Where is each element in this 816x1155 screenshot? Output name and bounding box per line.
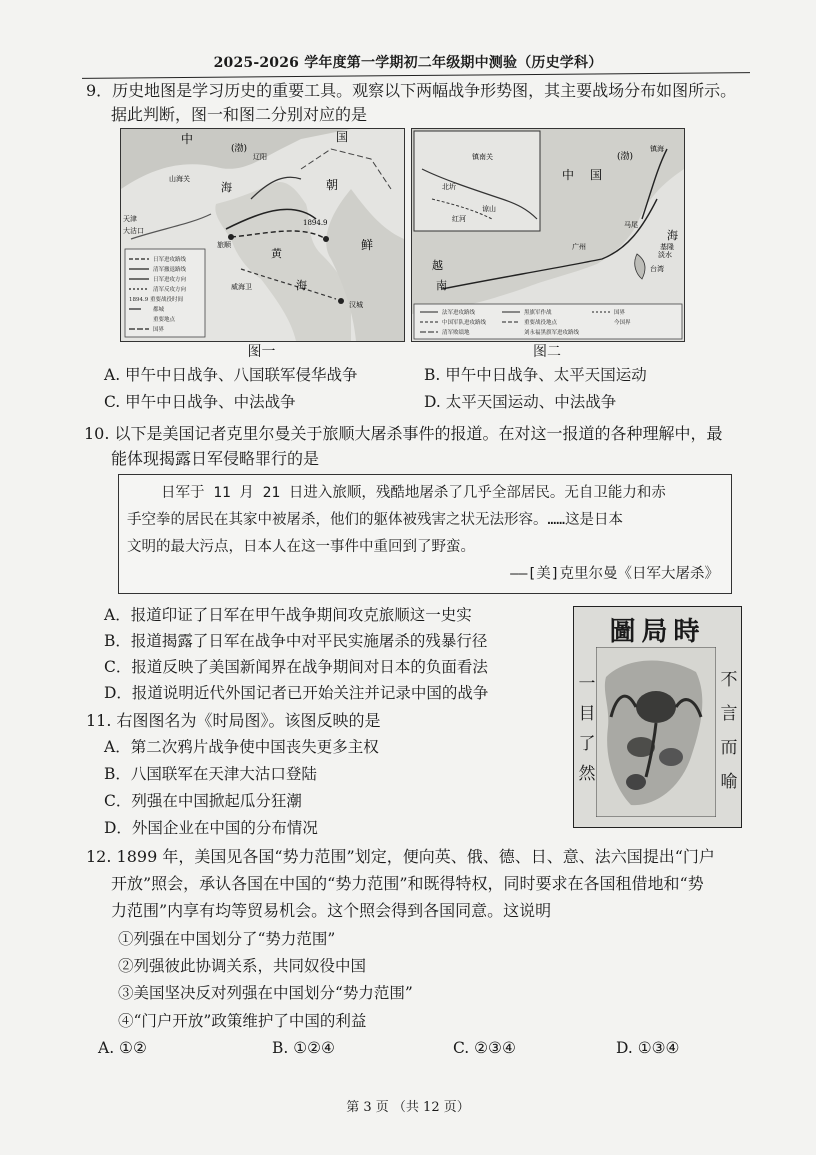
map1-legend-item: 清军撤退路线	[153, 267, 187, 273]
q10-option-a[interactable]: A．报道印证了日军在甲午战争期间攻克旅顺这一史实	[104, 606, 472, 624]
map-figure-1	[120, 128, 405, 342]
cartoon-side-char: 而	[720, 738, 738, 758]
map-1-graphic	[121, 129, 404, 341]
q9-option-d[interactable]: D. 太平天国运动、中法战争	[424, 393, 617, 411]
map2-label: 镇南关	[472, 153, 493, 161]
map2-legend-item: 中国军队进攻路线	[442, 320, 487, 326]
quote-line: 日军于 11 月 21 日进入旅顺，残酷地屠杀了几乎全部居民。无自卫能力和赤	[161, 485, 666, 501]
map2-label: 镇海	[650, 145, 664, 153]
map2-legend-item: 重要战役地点	[524, 320, 558, 326]
map2-label: 越	[432, 259, 443, 272]
map1-legend-item: 清军反攻方向	[153, 287, 187, 293]
map1-label: 1894.9	[303, 219, 328, 227]
map2-label: 海	[667, 229, 678, 242]
map1-label: 海	[221, 181, 232, 194]
q10-stem-line1: 10. 以下是美国记者克里尔曼关于旅顺大屠杀事件的报道。在对这一报道的各种理解中，最	[84, 424, 723, 443]
q9-stem-line2: 据此判断，图一和图二分别对应的是	[111, 105, 368, 124]
map1-label: 国	[336, 130, 349, 144]
q10-option-d[interactable]: D．报道说明近代外国记者已开始关注并记录中国的战争	[104, 684, 489, 702]
map2-label: 国	[590, 168, 603, 182]
map2-label: 广州	[572, 243, 586, 251]
q11-stem: 11. 右图图名为《时局图》。该图反映的是	[86, 711, 381, 730]
map-2-caption: 图二	[533, 344, 561, 360]
cartoon-side-char: 言	[720, 704, 738, 724]
map1-label: 威海卫	[231, 283, 252, 291]
cartoon-side-char: 目	[578, 704, 596, 724]
quote-line: 手空拳的居民在其家中被屠杀，他们的躯体被残害之状无法形容。……这是日本	[127, 512, 623, 528]
quote-line: 文明的最大污点，日本人在这一事件中重回到了野蛮。	[127, 539, 475, 555]
q12-option-d[interactable]: D. ①③④	[616, 1039, 680, 1057]
q12-option-c[interactable]: C. ②③④	[453, 1039, 516, 1057]
q9-stem-line1: 9．历史地图是学习历史的重要工具。观察以下两幅战争形势图，其主要战场分布如图所示。	[86, 81, 737, 100]
cartoon-side-char: 一	[578, 674, 596, 694]
shijutu-cartoon	[573, 606, 742, 828]
map2-label: 谅山	[482, 205, 496, 213]
map1-label: 朝	[326, 178, 339, 192]
q12-statement: ②列强彼此协调关系，共同奴役中国	[118, 957, 367, 975]
q11-option-c[interactable]: C．列强在中国掀起瓜分狂潮	[104, 792, 302, 810]
q10-option-c[interactable]: C．报道反映了美国新闻界在战争期间对日本的负面看法	[104, 658, 488, 676]
q12-stem-line2: 开放”照会，承认各国在中国的“势力范围”和既得特权，同时要求在各国租借地和“势	[111, 874, 704, 893]
map2-label: 南	[436, 279, 447, 292]
quote-source: ——[美]克里尔曼《日军大屠杀》	[510, 566, 719, 582]
q11-option-b[interactable]: B．八国联军在天津大沽口登陆	[104, 765, 317, 783]
map1-label: 鲜	[361, 238, 374, 252]
q10-option-b[interactable]: B．报道揭露了日军在战争中对平民实施屠杀的残暴行径	[104, 632, 488, 650]
cartoon-title: 圖局時	[609, 617, 706, 647]
map1-label: 汉城	[349, 301, 363, 309]
map2-label: 北圻	[442, 183, 456, 191]
q12-statement: ③美国坚决反对列强在中国划分“势力范围”	[118, 984, 413, 1002]
map1-legend-item: 1894.9 重要战役时间	[129, 297, 183, 303]
map1-label: 天津	[123, 215, 137, 223]
map2-legend-item: 国界	[614, 310, 626, 316]
map2-legend-item: 清军败绩地	[442, 330, 470, 336]
page-header: 2025-2026 学年度第一学期初二年级期中测验（历史学科）	[213, 55, 603, 71]
map1-legend-item: 日军进攻路线	[153, 257, 187, 263]
q9-option-a[interactable]: A. 甲午中日战争、八国联军侵华战争	[104, 366, 358, 384]
map2-label: 淡水	[658, 251, 672, 259]
quote-box	[118, 474, 732, 594]
map2-legend-item: 法军进攻路线	[442, 310, 476, 316]
header-rule	[82, 72, 750, 79]
q11-option-a[interactable]: A．第二次鸦片战争使中国丧失更多主权	[104, 738, 379, 756]
q12-stem-line1: 12. 1899 年，美国见各国“势力范围”划定，便向英、俄、德、日、意、法六国提出“门户	[86, 847, 715, 866]
map2-label: 红河	[452, 215, 466, 223]
page-footer: 第 3 页 （共 12 页）	[346, 1100, 470, 1115]
cartoon-side-char: 喻	[720, 772, 738, 792]
cartoon-side-char: 然	[578, 764, 596, 784]
map-2-graphic	[412, 129, 684, 341]
map-1-caption: 图一	[247, 344, 276, 360]
q9-option-c[interactable]: C. 甲午中日战争、中法战争	[104, 393, 296, 411]
map1-label: 黄	[271, 247, 282, 260]
map2-label: 台湾	[650, 265, 664, 273]
map1-label: 海	[296, 279, 307, 292]
map1-label: 辽阳	[253, 153, 267, 161]
q9-option-b[interactable]: B. 甲午中日战争、太平天国运动	[424, 366, 647, 384]
map1-label: 大沽口	[123, 227, 144, 235]
map1-legend-item: 日军进攻方向	[153, 277, 187, 283]
map2-label: 基隆	[660, 243, 674, 251]
map1-legend-item: 重要地点	[153, 317, 176, 323]
cartoon-side-char: 不	[720, 670, 738, 690]
map1-label: 旅顺	[217, 241, 231, 249]
q12-statement: ④“门户开放”政策维护了中国的利益	[118, 1012, 367, 1030]
map1-label: 中	[181, 132, 194, 146]
q11-option-d[interactable]: D．外国企业在中国的分布情况	[104, 819, 318, 837]
map1-label: 山海关	[169, 175, 190, 183]
map1-legend-item: 都城	[153, 307, 165, 313]
map1-label: (渤)	[231, 144, 248, 154]
cartoon-side-char: 了	[578, 734, 596, 754]
map2-label: 马尾	[624, 221, 638, 229]
q12-statement: ①列强在中国划分了“势力范围”	[118, 930, 336, 948]
map2-legend-item: 今国界	[614, 320, 631, 326]
q12-option-b[interactable]: B. ①②④	[272, 1039, 335, 1057]
q12-option-a[interactable]: A. ①②	[98, 1039, 147, 1057]
map2-label: 中	[562, 168, 575, 182]
map1-legend-item: 国界	[153, 327, 165, 333]
cartoon-map-graphic	[596, 647, 716, 817]
q10-stem-line2: 能体现揭露日军侵略罪行的是	[111, 449, 320, 468]
q12-stem-line3: 力范围”内享有均等贸易机会。这个照会得到各国同意。这说明	[111, 901, 552, 920]
map2-label: (渤)	[617, 152, 634, 162]
map-figure-2	[411, 128, 685, 342]
map2-legend-item: 黑旗军作战	[524, 310, 552, 316]
map2-legend-item: 刘永福黑旗军进攻路线	[524, 330, 580, 336]
